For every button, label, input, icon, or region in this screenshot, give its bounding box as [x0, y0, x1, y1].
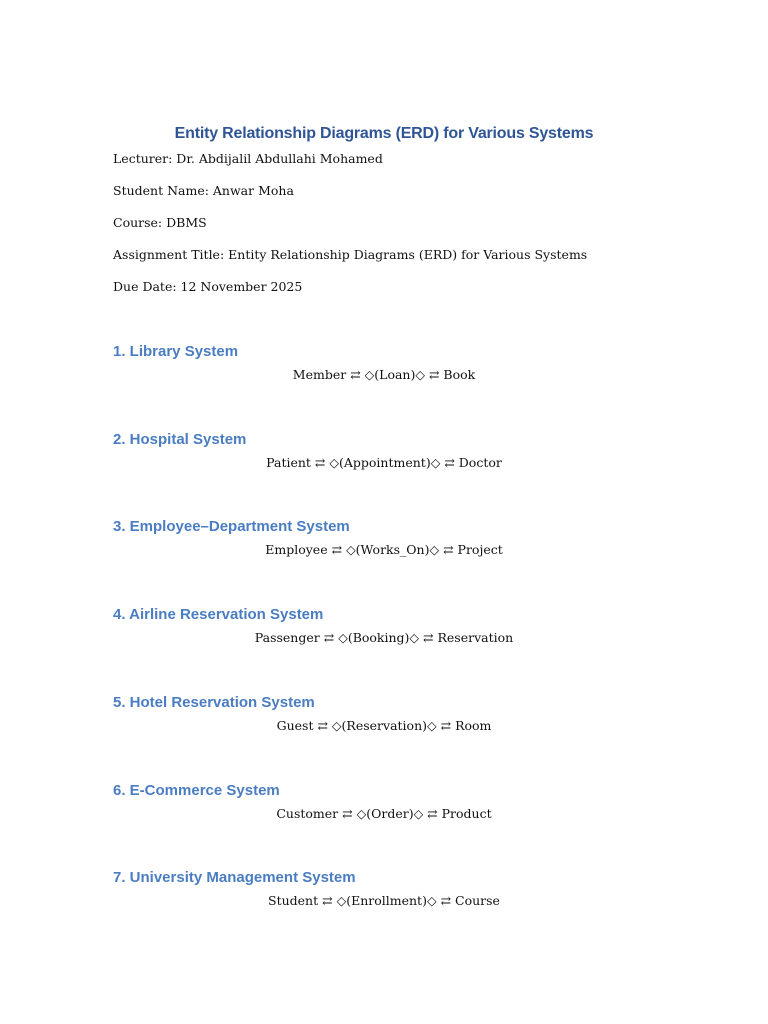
relationship-label: ◇(Order)◇ [356, 806, 424, 821]
entity-a: Guest [276, 718, 314, 733]
student-name-line: Student Name: Anwar Moha [113, 183, 294, 198]
relationship-arrow-icon: ⇄ [314, 455, 326, 470]
section-heading-university: 7. University Management System [113, 869, 356, 886]
relationship-arrow-icon: ⇄ [444, 455, 455, 470]
relationship-label: ◇(Works_On)◇ [346, 542, 440, 557]
relationship-label: ◇(Loan)◇ [364, 367, 425, 382]
relationship-arrow-icon: ⇄ [440, 718, 452, 733]
relationship-label: ◇(Enrollment)◇ [336, 893, 437, 908]
relation-university [0, 893, 768, 908]
entity-b: Room [455, 718, 492, 733]
relationship-arrow-icon: ⇄ [317, 718, 328, 733]
relationship-arrow-icon: ⇄ [428, 367, 440, 382]
relation-hospital [0, 455, 768, 470]
relationship-arrow-icon: ⇄ [443, 542, 454, 557]
entity-b: Project [457, 542, 503, 557]
due-date-line: Due Date: 12 November 2025 [113, 279, 303, 294]
section-heading-hotel: 5. Hotel Reservation System [113, 694, 315, 711]
relationship-arrow-icon: ⇄ [423, 630, 434, 645]
course-line: Course: DBMS [113, 215, 207, 230]
entity-a: Student [268, 893, 319, 908]
relationship-arrow-icon: ⇄ [323, 630, 335, 645]
section-heading-library: 1. Library System [113, 343, 239, 360]
relation-employee-department [0, 542, 768, 557]
relationship-arrow-icon: ⇄ [427, 806, 438, 821]
lecturer-line: Lecturer: Dr. Abdijalil Abdullahi Mohamed [113, 151, 383, 166]
entity-b: Product [441, 806, 492, 821]
entity-b: Book [443, 367, 476, 382]
relation-hotel [0, 718, 768, 733]
relationship-label: ◇(Reservation)◇ [331, 718, 437, 733]
relationship-arrow-icon: ⇄ [322, 893, 333, 908]
section-heading-ecommerce: 6. E-Commerce System [113, 782, 280, 799]
section-heading-hospital: 2. Hospital System [113, 431, 247, 448]
entity-a: Patient [266, 455, 311, 470]
document-title: Entity Relationship Diagrams (ERD) for Various Systems [174, 125, 594, 142]
entity-a: Customer [276, 806, 339, 821]
section-heading-airline: 4. Airline Reservation System [113, 606, 324, 623]
relation-ecommerce [0, 806, 768, 821]
relationship-arrow-icon: ⇄ [350, 367, 361, 382]
entity-b: Reservation [437, 630, 514, 645]
section-heading-employee-department: 3. Employee–Department System [113, 518, 350, 535]
entity-b: Doctor [458, 455, 502, 470]
relationship-label: ◇(Booking)◇ [338, 630, 420, 645]
relationship-arrow-icon: ⇄ [342, 806, 353, 821]
entity-a: Member [292, 367, 347, 382]
relation-airline [0, 630, 768, 645]
entity-a: Employee [265, 542, 328, 557]
assignment-title-line: Assignment Title: Entity Relationship Diagrams (ERD) for Various Systems [113, 247, 588, 262]
relationship-arrow-icon: ⇄ [331, 542, 343, 557]
entity-b: Course [455, 893, 500, 908]
relationship-arrow-icon: ⇄ [440, 893, 452, 908]
entity-a: Passenger [254, 630, 320, 645]
relationship-label: ◇(Appointment)◇ [329, 455, 441, 470]
relation-library [0, 367, 768, 382]
